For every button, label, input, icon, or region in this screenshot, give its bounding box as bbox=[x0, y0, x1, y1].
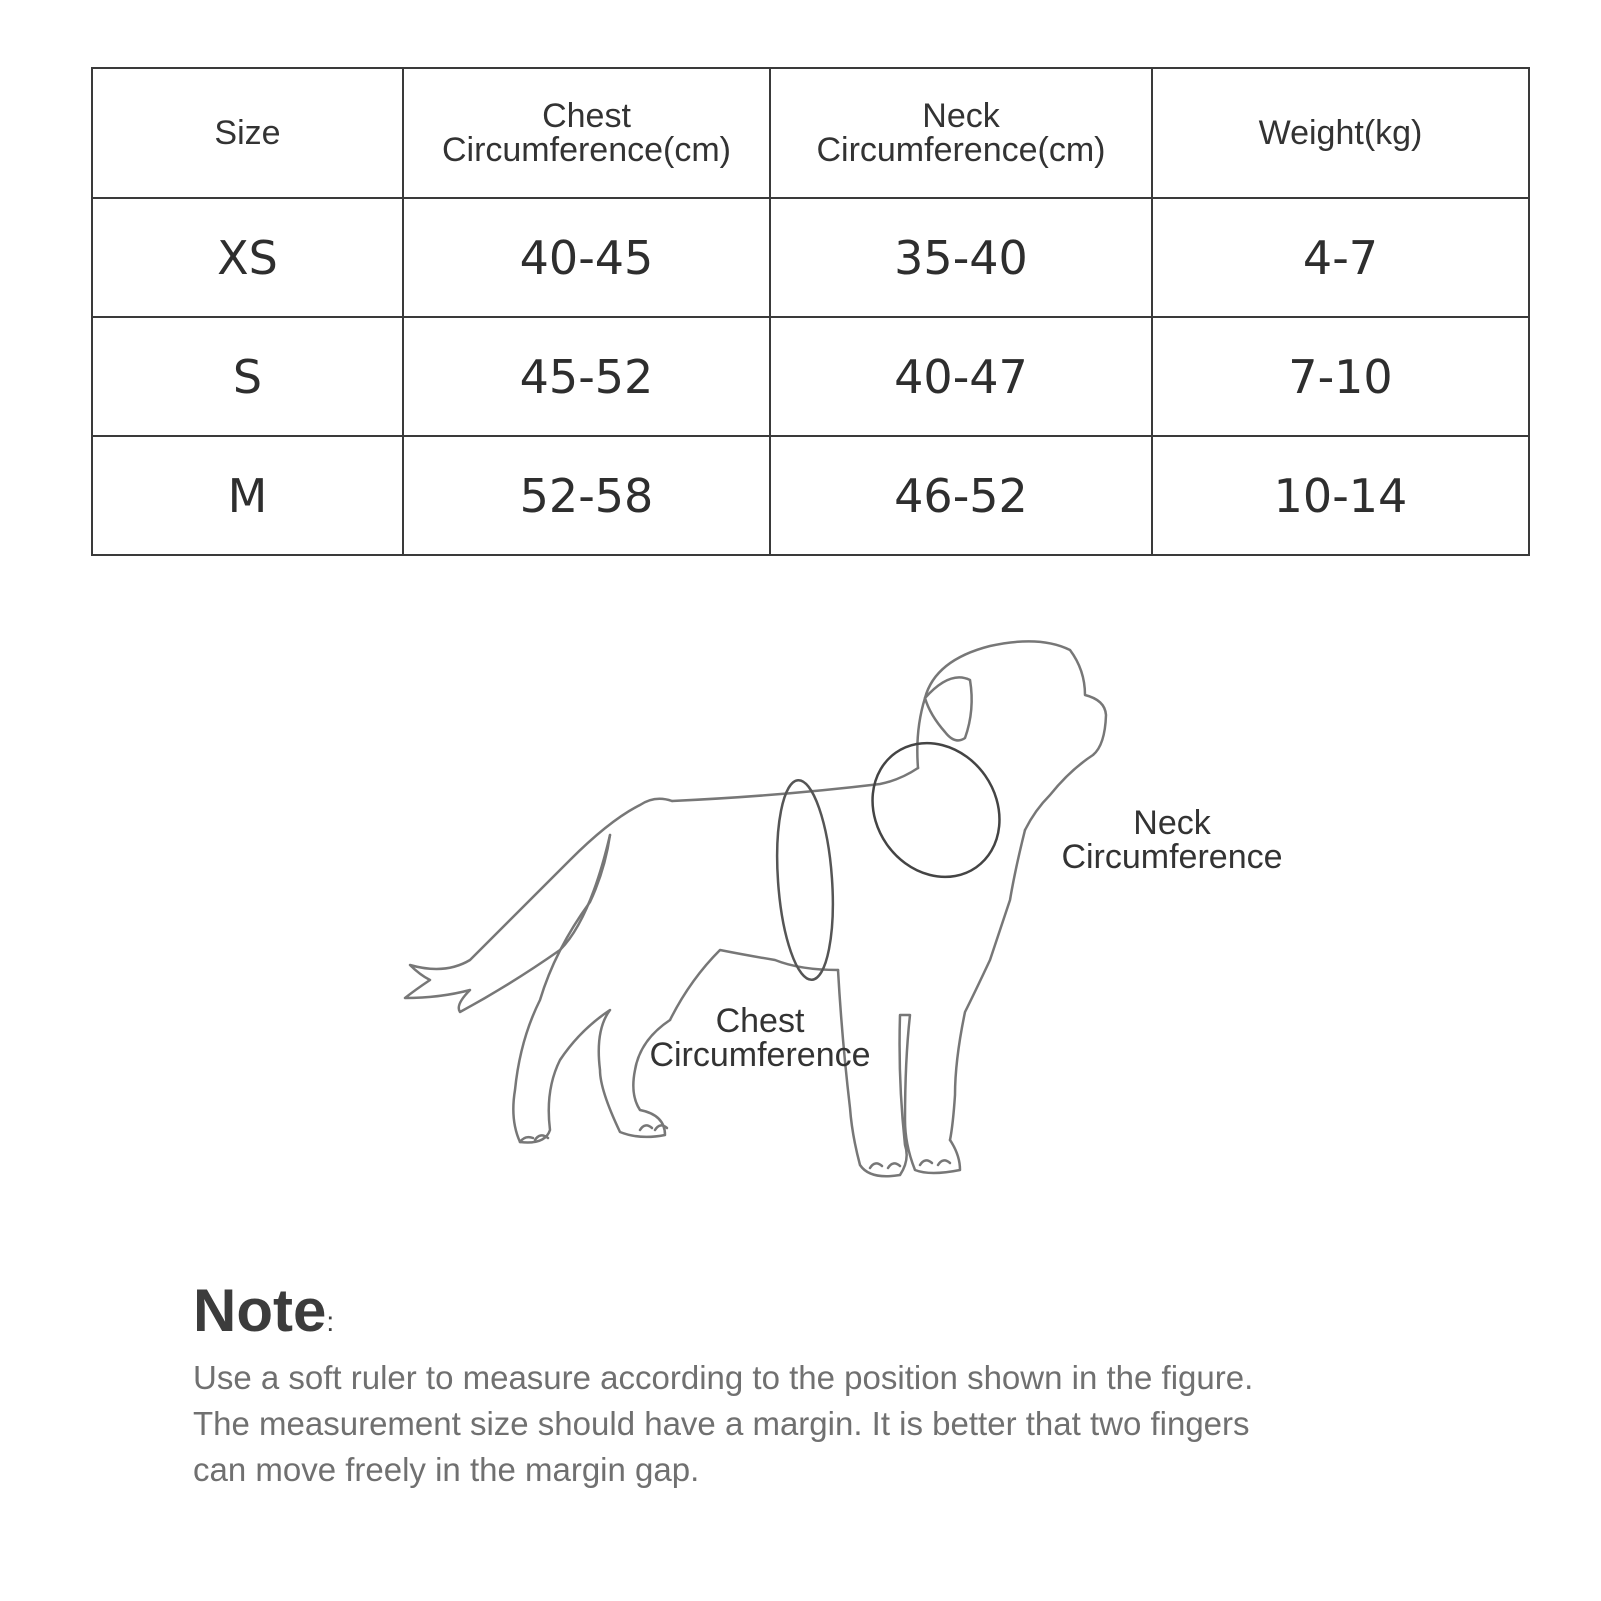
dog-outline-illustration bbox=[0, 620, 1601, 1220]
note-section bbox=[193, 1278, 1443, 1493]
table-header-row bbox=[92, 68, 1529, 198]
dog-paw-front-left bbox=[870, 1163, 900, 1168]
cell-neck: 46-52 bbox=[770, 436, 1152, 555]
cell-chest: 52-58 bbox=[403, 436, 770, 555]
dog-measurement-figure bbox=[0, 620, 1601, 1220]
note-line: can move freely in the margin gap. bbox=[193, 1451, 700, 1488]
note-line: Use a soft ruler to measure according to the position shown in the figure. bbox=[193, 1359, 1254, 1396]
header-weight: Weight(kg) bbox=[1152, 68, 1529, 198]
header-neck: Neck Circumference(cm) bbox=[770, 68, 1152, 198]
dog-back bbox=[672, 768, 918, 801]
dog-ear bbox=[925, 677, 972, 740]
dog-chest-front bbox=[950, 830, 1025, 1140]
chest-circumference-label: Chest Circumference bbox=[649, 1002, 871, 1074]
dog-paw-front-right bbox=[920, 1160, 950, 1165]
table-row bbox=[92, 317, 1529, 436]
header-size: Size bbox=[92, 68, 403, 198]
neck-circumference-label: Neck Circumference bbox=[1061, 804, 1283, 876]
cell-weight: 7-10 bbox=[1152, 317, 1529, 436]
chest-measure-ring bbox=[771, 778, 839, 981]
dog-head bbox=[917, 641, 1106, 830]
cell-chest: 40-45 bbox=[403, 198, 770, 317]
table-row bbox=[92, 198, 1529, 317]
cell-neck: 40-47 bbox=[770, 317, 1152, 436]
header-chest: Chest Circumference(cm) bbox=[403, 68, 770, 198]
cell-weight: 10-14 bbox=[1152, 436, 1529, 555]
cell-size: XS bbox=[92, 198, 403, 317]
dog-tail bbox=[405, 799, 672, 1012]
note-title: Note: bbox=[193, 1277, 335, 1344]
cell-neck: 35-40 bbox=[770, 198, 1152, 317]
cell-size: M bbox=[92, 436, 403, 555]
neck-measure-ring bbox=[847, 718, 1026, 902]
cell-size: S bbox=[92, 317, 403, 436]
dog-hind-legs bbox=[513, 835, 670, 1143]
dog-outline bbox=[405, 641, 1106, 1176]
note-line: The measurement size should have a margin. It is better that two fingers bbox=[193, 1405, 1250, 1442]
cell-weight: 4-7 bbox=[1152, 198, 1529, 317]
table-row bbox=[92, 436, 1529, 555]
cell-chest: 45-52 bbox=[403, 317, 770, 436]
size-chart-table bbox=[91, 67, 1530, 556]
